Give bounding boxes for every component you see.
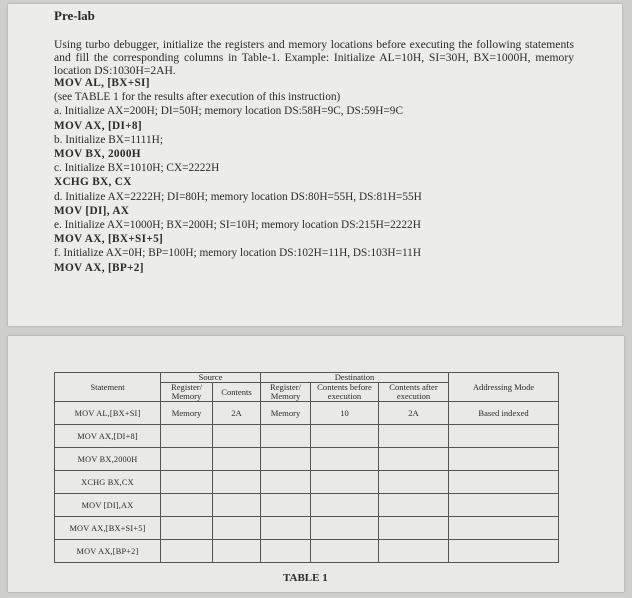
- instruction-line: MOV AX, [BX+SI+5]: [54, 233, 164, 246]
- cell-dest-register-memory: [261, 494, 311, 517]
- cell-contents-before: [311, 425, 379, 448]
- cell-source-contents: [213, 425, 261, 448]
- cell-statement: MOV BX,2000H: [55, 448, 161, 471]
- cell-dest-register-memory: [261, 517, 311, 540]
- cell-source-register-memory: [161, 540, 213, 563]
- cell-source-register-memory: Memory: [161, 402, 213, 425]
- table-row: [55, 402, 559, 425]
- cell-contents-after: [379, 494, 449, 517]
- instruction-line: MOV AL, [BX+SI]: [54, 77, 150, 89]
- header-source-contents: Contents: [213, 383, 261, 402]
- header-dest-register-memory: Register/ Memory: [261, 383, 311, 402]
- cell-contents-after: [379, 517, 449, 540]
- table-row: [55, 517, 559, 540]
- prelab-title: Pre-lab: [54, 8, 95, 23]
- cell-addressing-mode: [449, 517, 559, 540]
- prelab-instructions: Using turbo debugger, initialize the registers and memory locations before executing the following statements and fill the corresponding columns in Table-1. Example: Initialize AL=10H, SI=30H, BX=1000H, memory location DS:1030H=2AH.: [54, 38, 574, 78]
- cell-statement: MOV AL,[BX+SI]: [55, 402, 161, 425]
- cell-source-register-memory: [161, 471, 213, 494]
- instruction-line: MOV [DI], AX: [54, 204, 130, 217]
- cell-source-contents: [213, 448, 261, 471]
- header-source-register-memory: Register/ Memory: [161, 383, 213, 402]
- table-row: [55, 448, 559, 471]
- instruction-line: MOV AX, [DI+8]: [54, 119, 142, 132]
- cell-contents-before: [311, 448, 379, 471]
- cell-source-register-memory: [161, 494, 213, 517]
- instruction-line: MOV AX, [BP+2]: [54, 261, 144, 274]
- header-source: Source: [161, 373, 261, 383]
- exercise-line: a. Initialize AX=200H; DI=50H; memory location DS:58H=9C, DS:59H=9C: [54, 105, 403, 118]
- cell-contents-after: [379, 471, 449, 494]
- cell-statement: XCHG BX,CX: [55, 471, 161, 494]
- exercise-line: c. Initialize BX=1010H; CX=2222H: [54, 162, 220, 175]
- cell-dest-register-memory: [261, 471, 311, 494]
- cell-addressing-mode: [449, 471, 559, 494]
- cell-contents-before: [311, 517, 379, 540]
- cell-dest-register-memory: [261, 448, 311, 471]
- table-caption: TABLE 1: [283, 572, 328, 584]
- cell-addressing-mode: [449, 425, 559, 448]
- cell-dest-register-memory: Memory: [261, 402, 311, 425]
- cell-source-contents: [213, 494, 261, 517]
- cell-addressing-mode: [449, 448, 559, 471]
- table-row: [55, 494, 559, 517]
- cell-statement: MOV AX,[DI+8]: [55, 425, 161, 448]
- exercise-line: e. Initialize AX=1000H; BX=200H; SI=10H; memory location DS:215H=2222H: [54, 219, 421, 232]
- instruction-line: XCHG BX, CX: [54, 176, 132, 189]
- cell-source-contents: [213, 471, 261, 494]
- cell-dest-register-memory: [261, 540, 311, 563]
- cell-dest-register-memory: [261, 425, 311, 448]
- cell-statement: MOV [DI],AX: [55, 494, 161, 517]
- cell-contents-before: 10: [311, 402, 379, 425]
- cell-source-register-memory: [161, 448, 213, 471]
- cell-addressing-mode: [449, 540, 559, 563]
- table-row: [55, 540, 559, 563]
- cell-addressing-mode: Based indexed: [449, 402, 559, 425]
- cell-source-contents: [213, 540, 261, 563]
- cell-contents-after: [379, 540, 449, 563]
- header-contents-before: Contents before execution: [311, 383, 379, 402]
- cell-contents-before: [311, 494, 379, 517]
- header-destination: Destination: [261, 373, 449, 383]
- cell-statement: MOV AX,[BX+SI+5]: [55, 517, 161, 540]
- header-addressing-mode: Addressing Mode: [449, 373, 559, 402]
- cell-source-register-memory: [161, 517, 213, 540]
- exercise-line: d. Initialize AX=2222H; DI=80H; memory location DS:80H=55H, DS:81H=55H: [54, 190, 422, 203]
- cell-source-contents: [213, 517, 261, 540]
- header-contents-after: Contents after execution: [379, 383, 449, 402]
- exercise-line: b. Initialize BX=1111H;: [54, 133, 163, 146]
- cell-contents-after: [379, 448, 449, 471]
- cell-source-register-memory: [161, 425, 213, 448]
- exercise-list: [54, 76, 594, 275]
- cell-contents-after: 2A: [379, 402, 449, 425]
- instruction-line: MOV BX, 2000H: [54, 148, 141, 161]
- header-statement: Statement: [55, 373, 161, 402]
- table-1: [54, 372, 559, 563]
- exercise-line: (see TABLE 1 for the results after execution of this instruction): [54, 91, 341, 104]
- cell-source-contents: 2A: [213, 402, 261, 425]
- cell-addressing-mode: [449, 494, 559, 517]
- table-row: [55, 425, 559, 448]
- exercise-line: f. Initialize AX=0H; BP=100H; memory location DS:102H=11H, DS:103H=11H: [54, 247, 421, 260]
- cell-contents-before: [311, 471, 379, 494]
- cell-statement: MOV AX,[BP+2]: [55, 540, 161, 563]
- table-row: [55, 471, 559, 494]
- table-body: [55, 402, 559, 563]
- cell-contents-before: [311, 540, 379, 563]
- cell-contents-after: [379, 425, 449, 448]
